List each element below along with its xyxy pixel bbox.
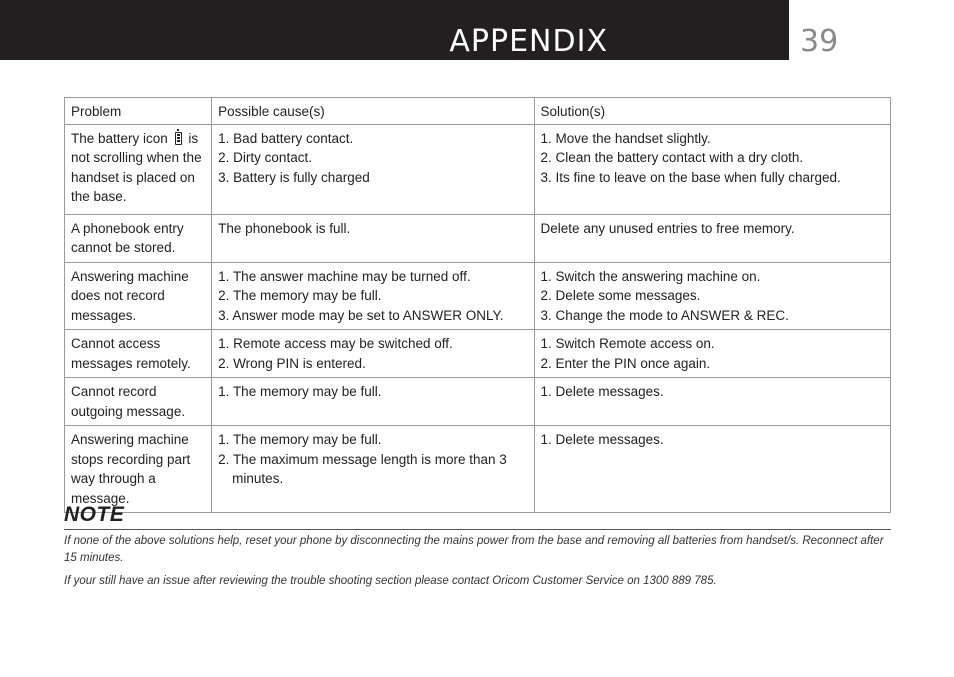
section-title: APPENDIX	[449, 24, 608, 59]
header-bar	[0, 0, 789, 60]
solution-item: 1. Delete messages.	[540, 384, 664, 399]
cause-item: 2. Dirty contact.	[218, 150, 312, 165]
causes-cell	[212, 214, 534, 262]
solutions-cell	[534, 214, 890, 262]
solutions-cell	[534, 378, 890, 426]
solution-item: 2. Clean the battery contact with a dry cloth.	[540, 150, 804, 165]
solution-item: 2. Enter the PIN once again.	[540, 355, 711, 371]
cause-item: 1. The memory may be full.	[218, 384, 382, 399]
table-row	[65, 426, 891, 513]
solutions-cell	[534, 330, 890, 378]
note-paragraph: If your still have an issue after reviewing the trouble shooting section please contact Oricom Customer Service on 1300 889 785.	[64, 575, 717, 587]
problem-cell: Answering machine does not record messages.	[65, 262, 212, 330]
cause-item: 1. The memory may be full.	[218, 432, 382, 447]
note-paragraph: If none of the above solutions help, reset your phone by disconnecting the mains power from the base and removing all batteries from handset/s. Reconnect after 15 minutes.	[64, 535, 884, 564]
solutions-cell	[534, 124, 890, 214]
causes-cell	[212, 262, 534, 330]
page-number: 39	[800, 24, 839, 59]
cause-item: 1. Bad battery contact.	[218, 130, 354, 146]
causes-cell	[212, 124, 534, 214]
problem-cell: Answering machine stops recording part way through a message.	[65, 426, 212, 513]
problem-cell	[65, 124, 212, 214]
solution-item: 3. Change the mode to ANSWER & REC.	[540, 307, 789, 323]
solutions-cell	[534, 426, 890, 513]
note-divider	[64, 529, 891, 530]
problem-text-prefix: The battery icon	[71, 130, 168, 146]
problem-text-suffix: is not scrolling when the handset is placed on the base.	[71, 130, 202, 204]
column-header-problem: Problem	[65, 98, 212, 125]
table-row	[65, 330, 891, 378]
cause-item: 2. The memory may be full.	[218, 288, 382, 303]
causes-cell	[212, 426, 534, 513]
troubleshooting-table	[64, 97, 891, 513]
solution-item: 3. Its fine to leave on the base when fully charged.	[540, 169, 841, 185]
problem-cell: A phonebook entry cannot be stored.	[65, 214, 212, 262]
cause-item: 2. The maximum message length is more than 3 minutes.	[218, 451, 507, 486]
table-row	[65, 124, 891, 214]
cause-item: 1. The answer machine may be turned off.	[218, 268, 471, 284]
cause-item: 2. Wrong PIN is entered.	[218, 355, 366, 371]
problem-cell: Cannot access messages remotely.	[65, 330, 212, 378]
solution-item: Delete any unused entries to free memory.	[540, 220, 795, 236]
solutions-cell	[534, 262, 890, 330]
note-title: NOTE	[64, 503, 125, 526]
table-header-row	[65, 98, 891, 125]
table-row	[65, 378, 891, 426]
cause-item: 3. Battery is fully charged	[218, 169, 370, 185]
causes-cell	[212, 378, 534, 426]
solution-item: 1. Switch the answering machine on.	[540, 268, 761, 284]
column-header-causes: Possible cause(s)	[212, 98, 534, 125]
cause-item: 3. Answer mode may be set to ANSWER ONLY.	[218, 307, 504, 323]
table-row	[65, 214, 891, 262]
solution-item: 1. Move the handset slightly.	[540, 130, 711, 146]
cause-item: The phonebook is full.	[218, 220, 351, 236]
problem-cell: Cannot record outgoing message.	[65, 378, 212, 426]
column-header-solutions: Solution(s)	[534, 98, 890, 125]
solution-item: 1. Delete messages.	[540, 432, 664, 447]
solution-item: 2. Delete some messages.	[540, 288, 701, 303]
solution-item: 1. Switch Remote access on.	[540, 336, 715, 351]
battery-icon	[175, 132, 182, 145]
cause-item: 1. Remote access may be switched off.	[218, 336, 453, 351]
table-row	[65, 262, 891, 330]
causes-cell	[212, 330, 534, 378]
